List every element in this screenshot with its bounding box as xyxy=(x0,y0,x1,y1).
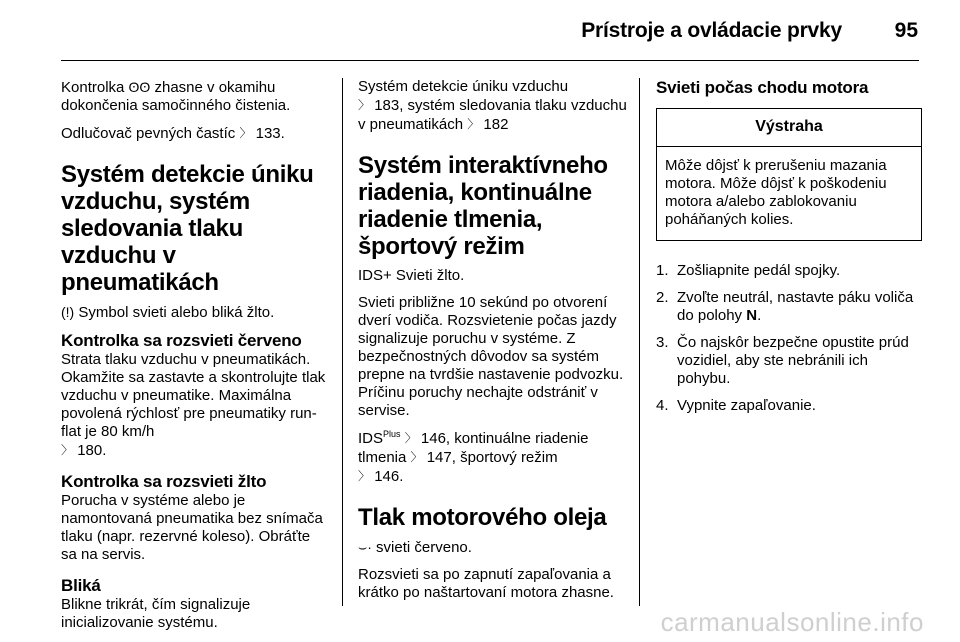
paragraph: Systém detekcie úniku vzduchu 〉 183, systém sledovania tlaku vzduchu v pneumatikách 〉 182 xyxy=(358,78,627,133)
list-item: 2. Zvoľte neutrál, nastavte páku voliča do polohy N. xyxy=(656,289,914,324)
section-heading: Systém detekcie úniku vzduchu, systém sledovania tlaku vzduchu v pneumatikách xyxy=(61,161,314,296)
paragraph: Rozsvieti sa po zapnutí zapaľovania a krátko po naštartovaní motora zhasne. xyxy=(358,566,614,601)
paragraph: (!) Symbol svieti alebo bliká žlto. xyxy=(61,304,275,321)
page-number: 95 xyxy=(894,19,918,42)
paragraph: Porucha v systéme alebo je namontovaná pneumatika bez snímača tlaku (napr. rezervné koleso). Obráťte sa na servis. xyxy=(61,492,323,563)
page-reference-icon: 〉 xyxy=(358,98,371,112)
page-reference-icon: 〉 xyxy=(61,443,74,457)
warning-text: Môže dôjsť k prerušeniu mazania motora. Môže dôjsť k poškodeniu motora a/alebo zablokovaniu poháňaných kolies. xyxy=(665,157,887,228)
page-reference[interactable]: 183, systém sledovania tlaku vzduchu v pneumatikách xyxy=(358,97,627,133)
column-2 xyxy=(358,78,628,602)
section-heading: Tlak motorového oleja xyxy=(358,504,607,531)
subsection-heading: Bliká xyxy=(61,576,101,595)
subsection-heading: Svieti počas chodu motora xyxy=(656,78,869,97)
column-divider-2 xyxy=(639,78,640,606)
page-reference-icon: 〉 xyxy=(358,469,371,483)
tire-pressure-icon: (!) xyxy=(61,304,75,320)
page-reference[interactable]: 182 xyxy=(483,116,509,133)
column-divider-1 xyxy=(342,78,343,606)
header-divider xyxy=(61,60,919,61)
particle-filter-icon: ʘʘ xyxy=(128,79,151,95)
page-reference-icon: 〉 xyxy=(467,117,480,131)
page-reference[interactable]: 146. xyxy=(374,468,404,485)
list-item: 1. Zošliapnite pedál spojky. xyxy=(656,262,841,279)
page-reference-icon: 〉 xyxy=(404,431,417,445)
warning-title: Výstraha xyxy=(657,109,921,147)
page-title: Prístroje a ovládacie prvky xyxy=(581,19,842,42)
oil-can-icon: ⌣· xyxy=(358,539,372,555)
subsection-heading: Kontrolka sa rozsvieti červeno xyxy=(61,331,302,350)
paragraph: Kontrolka ʘʘ zhasne v okamihu dokončenia samočinného čistenia. xyxy=(61,79,291,114)
subsection-heading: Kontrolka sa rozsvieti žlto xyxy=(61,472,267,491)
paragraph: ⌣· svieti červeno. xyxy=(358,539,472,556)
list-item: 3. Čo najskôr bezpečne opustite prúd vozidiel, aby ste nebránili ich pohybu. xyxy=(656,334,909,387)
list-item: 4. Vypnite zapaľovanie. xyxy=(656,397,816,414)
page-reference[interactable]: 146, kontinuálne riadenie tlmenia xyxy=(358,430,589,466)
section-heading: Systém interaktívneho riadenia, kontinuálne riadenie tlmenia, športový režim xyxy=(358,152,608,260)
page-reference[interactable]: 180. xyxy=(77,442,107,459)
column-3 xyxy=(656,78,922,424)
page-reference-icon: 〉 xyxy=(410,450,423,464)
page-reference[interactable]: 133. xyxy=(255,125,285,142)
paragraph: Strata tlaku vzduchu v pneumatikách. Okamžite sa zastavte a skontrolujte tlak vzduchu v pneumatike. Maximálna povolená rýchlosť pre pneumatiky run-flat je 80 km/h 〉 180. xyxy=(61,351,326,459)
paragraph: IDS+ Svieti žlto. xyxy=(358,267,465,284)
column-1 xyxy=(61,78,329,632)
steps-list xyxy=(656,262,922,415)
paragraph: Svieti približne 10 sekúnd po otvorení dverí vodiča. Rozsvietenie počas jazdy signalizuje poruchu v systéme. Z bezpečnostných dôvodov sa systém prepne na tvrdšie nastavenie podvozku. Príčinu poruchy nechajte odstrániť v servise. xyxy=(358,294,624,419)
paragraph: Blikne trikrát, čím signalizuje inicializovanie systému. xyxy=(61,596,251,631)
paragraph: $IDS^{Plus}$ 〉 146, kontinuálne riadenie tlmenia 〉 147, športový režim 〉 146. xyxy=(358,429,589,485)
page-reference-icon: 〉 xyxy=(239,126,252,140)
warning-box xyxy=(656,108,922,241)
watermark: carmanualsonline.info xyxy=(660,607,924,637)
paragraph: Odlučovač pevných častíc 〉 133. xyxy=(61,125,285,142)
page-reference[interactable]: 147, športový režim xyxy=(426,449,558,466)
